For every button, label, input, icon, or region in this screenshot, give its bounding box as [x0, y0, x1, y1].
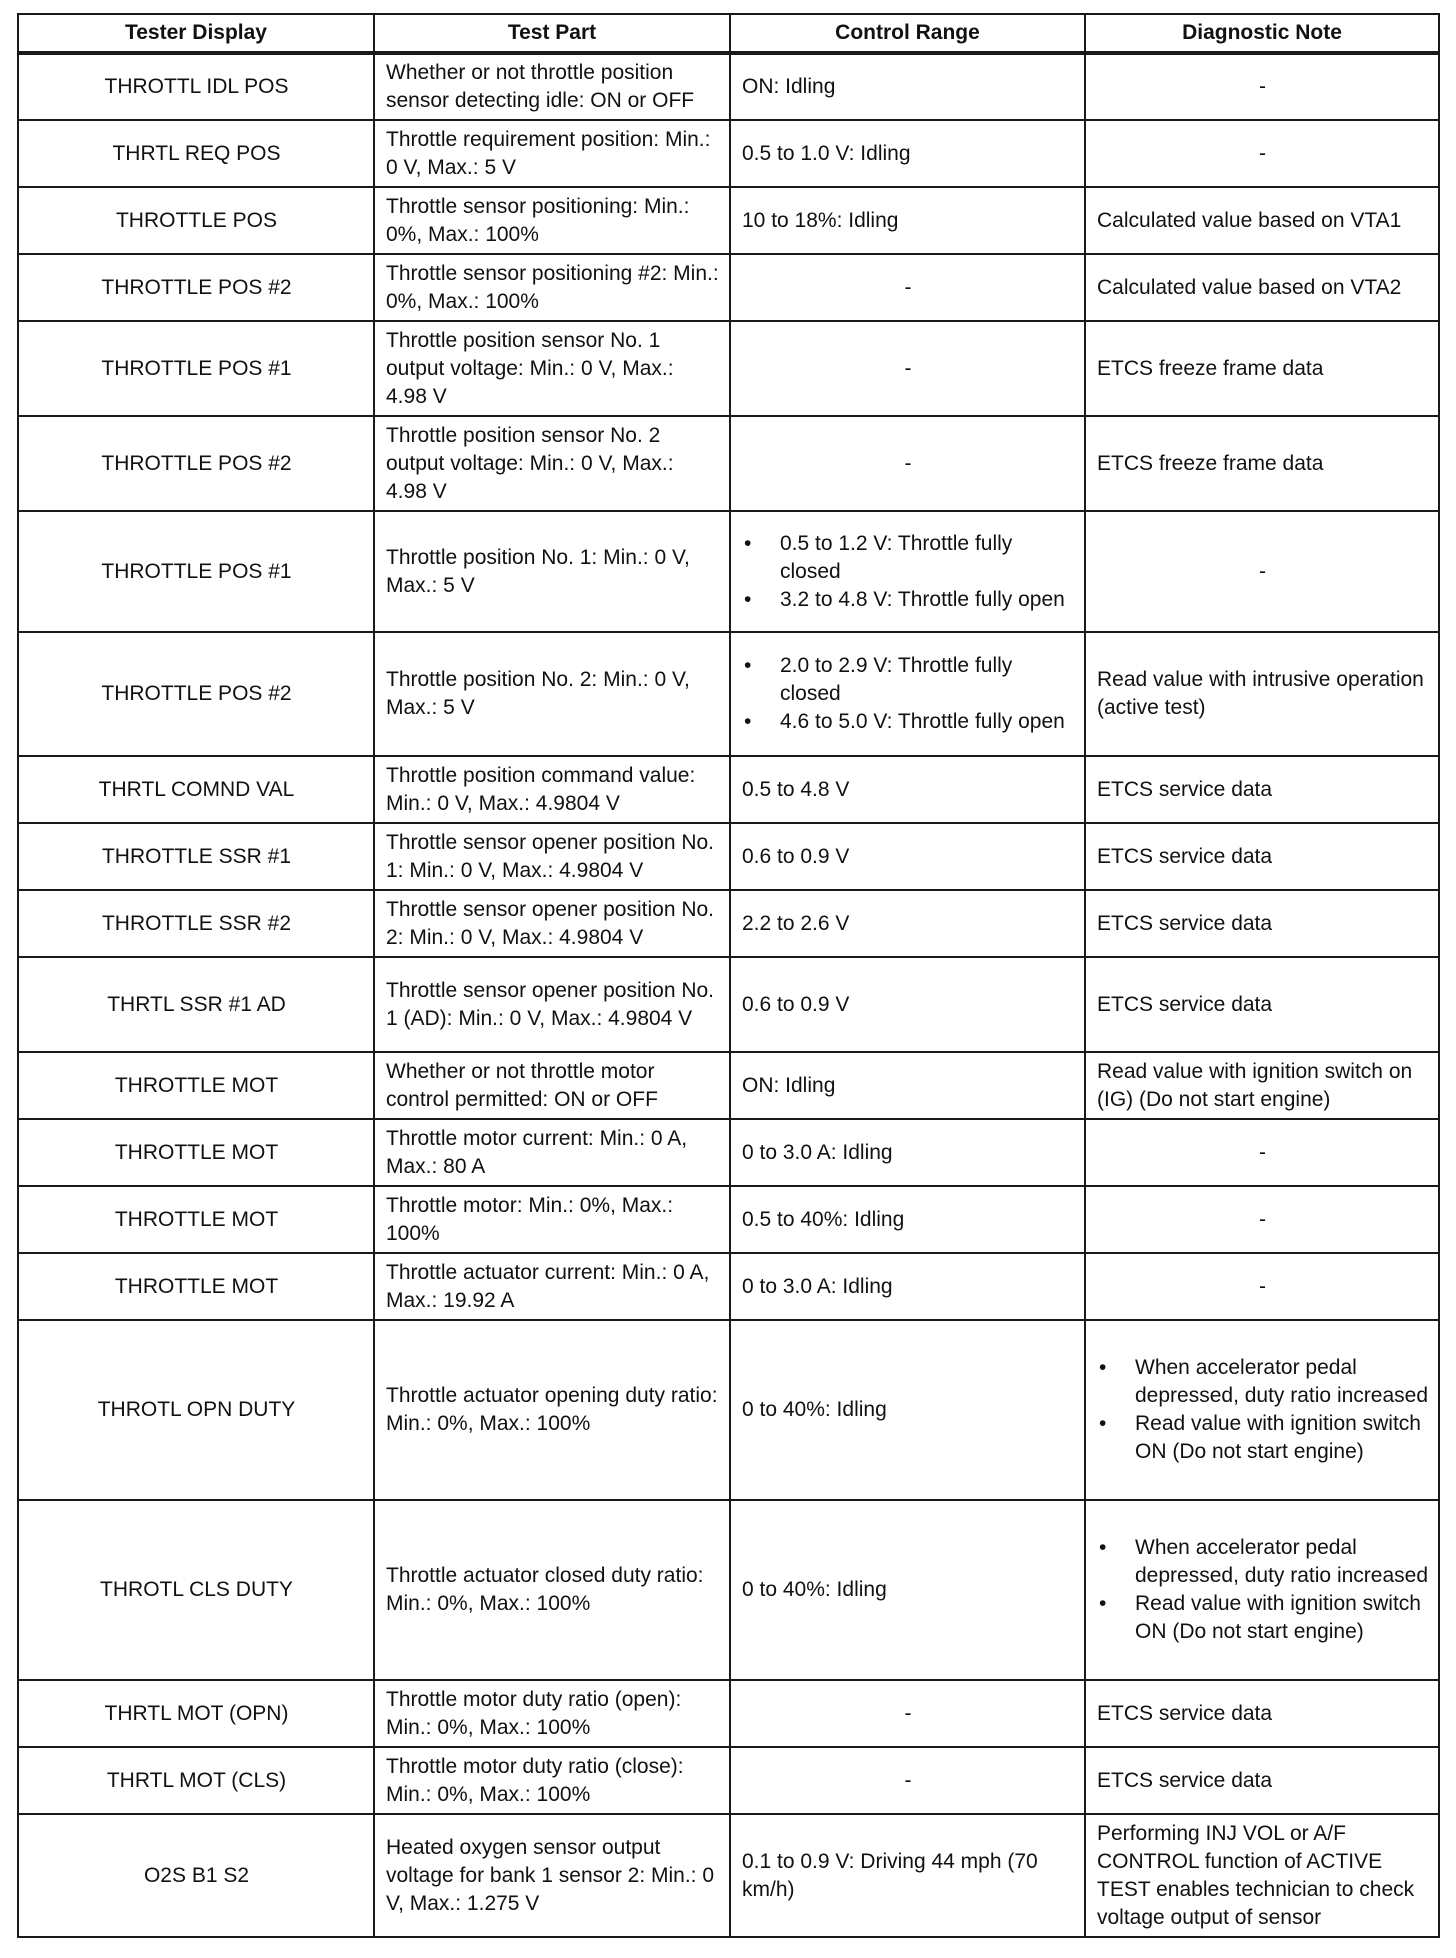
- tester-display-cell: THROTTLE MOT: [18, 1052, 374, 1119]
- test-part-cell: Throttle motor: Min.: 0%, Max.: 100%: [374, 1186, 730, 1253]
- test-part-cell: Throttle actuator current: Min.: 0 A, Max.: 19.92 A: [374, 1253, 730, 1320]
- table-row: [18, 1680, 1439, 1747]
- tester-display-cell: THROTTLE MOT: [18, 1119, 374, 1186]
- header-row: [18, 14, 1439, 53]
- table-row: [18, 1186, 1439, 1253]
- diagnostic-note-cell: ETCS service data: [1085, 1680, 1439, 1747]
- control-range-list: [742, 530, 1074, 614]
- diagnostic-note-cell: ETCS service data: [1085, 823, 1439, 890]
- control-range-cell: [730, 511, 1085, 632]
- tester-display-cell: THROTTLE MOT: [18, 1253, 374, 1320]
- tester-display-cell: THROTTLE POS #1: [18, 511, 374, 632]
- table-row: [18, 890, 1439, 957]
- control-range-cell: 0.1 to 0.9 V: Driving 44 mph (70 km/h): [730, 1814, 1085, 1937]
- column-header-test-part: Test Part: [374, 14, 730, 53]
- table-body: [18, 53, 1439, 1937]
- tester-display-cell: THROTTLE POS #2: [18, 632, 374, 756]
- tester-display-cell: THRTL SSR #1 AD: [18, 957, 374, 1052]
- control-range-cell: 2.2 to 2.6 V: [730, 890, 1085, 957]
- test-part-cell: Throttle sensor positioning: Min.: 0%, Max.: 100%: [374, 187, 730, 254]
- control-range-cell: 0 to 3.0 A: Idling: [730, 1253, 1085, 1320]
- bullet-item: • Read value with ignition switch ON (Do not start engine): [1135, 1590, 1428, 1646]
- bullet-item: • When accelerator pedal depressed, duty ratio increased: [1135, 1534, 1428, 1590]
- diagnostic-note-cell: [1085, 1320, 1439, 1500]
- control-range-cell: -: [730, 1680, 1085, 1747]
- control-range-cell: -: [730, 321, 1085, 416]
- diagnostic-note-cell: Calculated value based on VTA2: [1085, 254, 1439, 321]
- control-range-cell: -: [730, 416, 1085, 511]
- control-range-cell: 10 to 18%: Idling: [730, 187, 1085, 254]
- diagnostic-note-cell: ETCS service data: [1085, 957, 1439, 1052]
- test-part-cell: Throttle position No. 1: Min.: 0 V, Max.: 5 V: [374, 511, 730, 632]
- test-part-cell: Throttle requirement position: Min.: 0 V, Max.: 5 V: [374, 120, 730, 187]
- control-range-list: [742, 652, 1074, 736]
- table-row: [18, 1320, 1439, 1500]
- test-part-cell: Throttle sensor opener position No. 2: Min.: 0 V, Max.: 4.9804 V: [374, 890, 730, 957]
- table-row: [18, 823, 1439, 890]
- test-part-cell: Throttle position sensor No. 2 output voltage: Min.: 0 V, Max.: 4.98 V: [374, 416, 730, 511]
- test-part-cell: Whether or not throttle motor control permitted: ON or OFF: [374, 1052, 730, 1119]
- column-header-tester-display: Tester Display: [18, 14, 374, 53]
- table-row: [18, 957, 1439, 1052]
- diagnostic-note-cell: Read value with intrusive operation (active test): [1085, 632, 1439, 756]
- control-range-cell: 0.6 to 0.9 V: [730, 823, 1085, 890]
- table-row: [18, 416, 1439, 511]
- test-part-cell: Throttle motor duty ratio (close): Min.: 0%, Max.: 100%: [374, 1747, 730, 1814]
- control-range-cell: ON: Idling: [730, 1052, 1085, 1119]
- diagnostic-note-cell: -: [1085, 1186, 1439, 1253]
- test-part-cell: [374, 1500, 730, 1680]
- diagnostic-note-cell: Calculated value based on VTA1: [1085, 187, 1439, 254]
- bullet-item: • When accelerator pedal depressed, duty ratio increased: [1135, 1354, 1428, 1410]
- table-row: [18, 187, 1439, 254]
- test-part-cell: Throttle motor current: Min.: 0 A, Max.: 80 A: [374, 1119, 730, 1186]
- control-range-cell: [730, 632, 1085, 756]
- tester-display-cell: THROTTLE SSR #1: [18, 823, 374, 890]
- diagnostic-note-cell: ETCS freeze frame data: [1085, 321, 1439, 416]
- test-part-cell: [374, 1320, 730, 1500]
- tester-display-cell: THROTTLE POS: [18, 187, 374, 254]
- control-range-cell: -: [730, 1747, 1085, 1814]
- test-part-line: Throttle actuator closed duty ratio:: [386, 1564, 704, 1587]
- table-row: [18, 1119, 1439, 1186]
- control-range-cell: ON: Idling: [730, 53, 1085, 120]
- test-part-cell: Throttle position sensor No. 1 output voltage: Min.: 0 V, Max.: 4.98 V: [374, 321, 730, 416]
- tester-display-cell: THROTTL IDL POS: [18, 53, 374, 120]
- diagnostic-note-cell: ETCS service data: [1085, 890, 1439, 957]
- test-part-line: Throttle actuator opening duty ratio:: [386, 1384, 718, 1407]
- tester-display-cell: THRTL MOT (CLS): [18, 1747, 374, 1814]
- tester-display-cell: THROTTLE SSR #2: [18, 890, 374, 957]
- table-row: [18, 1253, 1439, 1320]
- data-list-table: [17, 13, 1440, 1938]
- diagnostic-note-cell: Read value with ignition switch on (IG) (Do not start engine): [1085, 1052, 1439, 1119]
- diagnostic-note-cell: -: [1085, 1119, 1439, 1186]
- table-row: [18, 1500, 1439, 1680]
- control-range-cell: -: [730, 254, 1085, 321]
- tester-display-cell: THRTL REQ POS: [18, 120, 374, 187]
- bullet-item: • 0.5 to 1.2 V: Throttle fully closed: [780, 530, 1074, 586]
- test-part-line: Min.: 0%, Max.: 100%: [386, 1412, 591, 1435]
- test-part-cell: Throttle position No. 2: Min.: 0 V, Max.: 5 V: [374, 632, 730, 756]
- table-row: [18, 1052, 1439, 1119]
- test-part-cell: Throttle position command value: Min.: 0 V, Max.: 4.9804 V: [374, 756, 730, 823]
- control-range-cell: 0 to 40%: Idling: [730, 1500, 1085, 1680]
- diagnostic-note-cell: -: [1085, 1253, 1439, 1320]
- table-row: [18, 632, 1439, 756]
- table-row: [18, 1747, 1439, 1814]
- tester-display-cell: THROTL CLS DUTY: [18, 1500, 374, 1680]
- tester-display-cell: THROTTLE MOT: [18, 1186, 374, 1253]
- diagnostic-note-cell: -: [1085, 53, 1439, 120]
- diagnostic-note-cell: ETCS service data: [1085, 1747, 1439, 1814]
- test-part-cell: Whether or not throttle position sensor detecting idle: ON or OFF: [374, 53, 730, 120]
- control-range-cell: 0 to 40%: Idling: [730, 1320, 1085, 1500]
- test-part-cell: Throttle sensor opener position No. 1 (AD): Min.: 0 V, Max.: 4.9804 V: [374, 957, 730, 1052]
- table-row: [18, 321, 1439, 416]
- table-row: [18, 511, 1439, 632]
- test-part-cell: Throttle motor duty ratio (open): Min.: 0%, Max.: 100%: [374, 1680, 730, 1747]
- tester-display-cell: THROTTLE POS #2: [18, 254, 374, 321]
- test-part-cell: Throttle sensor opener position No. 1: Min.: 0 V, Max.: 4.9804 V: [374, 823, 730, 890]
- table-row: [18, 254, 1439, 321]
- tester-display-cell: THRTL COMND VAL: [18, 756, 374, 823]
- control-range-cell: 0.5 to 1.0 V: Idling: [730, 120, 1085, 187]
- diagnostic-note-list: [1097, 1354, 1428, 1466]
- control-range-cell: 0 to 3.0 A: Idling: [730, 1119, 1085, 1186]
- test-part-cell: Throttle sensor positioning #2: Min.: 0%, Max.: 100%: [374, 254, 730, 321]
- column-header-diagnostic-note: Diagnostic Note: [1085, 14, 1439, 53]
- diagnostic-note-cell: ETCS freeze frame data: [1085, 416, 1439, 511]
- bullet-item: • 2.0 to 2.9 V: Throttle fully closed: [780, 652, 1074, 708]
- control-range-cell: 0.6 to 0.9 V: [730, 957, 1085, 1052]
- table-row: [18, 120, 1439, 187]
- column-header-control-range: Control Range: [730, 14, 1085, 53]
- table-row: [18, 1814, 1439, 1937]
- table-row: [18, 756, 1439, 823]
- table-row: [18, 53, 1439, 120]
- bullet-item: • 4.6 to 5.0 V: Throttle fully open: [780, 708, 1074, 736]
- bullet-item: • Read value with ignition switch ON (Do not start engine): [1135, 1410, 1428, 1466]
- tester-display-cell: THROTL OPN DUTY: [18, 1320, 374, 1500]
- tester-display-cell: THROTTLE POS #1: [18, 321, 374, 416]
- test-part-cell: Heated oxygen sensor output voltage for bank 1 sensor 2: Min.: 0 V, Max.: 1.275 V: [374, 1814, 730, 1937]
- tester-display-cell: O2S B1 S2: [18, 1814, 374, 1937]
- control-range-cell: 0.5 to 40%: Idling: [730, 1186, 1085, 1253]
- diagnostic-note-cell: [1085, 1500, 1439, 1680]
- tester-display-cell: THRTL MOT (OPN): [18, 1680, 374, 1747]
- diagnostic-note-cell: ETCS service data: [1085, 756, 1439, 823]
- diagnostic-note-cell: -: [1085, 120, 1439, 187]
- bullet-item: • 3.2 to 4.8 V: Throttle fully open: [780, 586, 1074, 614]
- control-range-cell: 0.5 to 4.8 V: [730, 756, 1085, 823]
- tester-display-cell: THROTTLE POS #2: [18, 416, 374, 511]
- diagnostic-note-list: [1097, 1534, 1428, 1646]
- diagnostic-note-cell: Performing INJ VOL or A/F CONTROL function of ACTIVE TEST enables technician to check voltage output of sensor: [1085, 1814, 1439, 1937]
- diagnostic-note-cell: -: [1085, 511, 1439, 632]
- test-part-line: Min.: 0%, Max.: 100%: [386, 1592, 591, 1615]
